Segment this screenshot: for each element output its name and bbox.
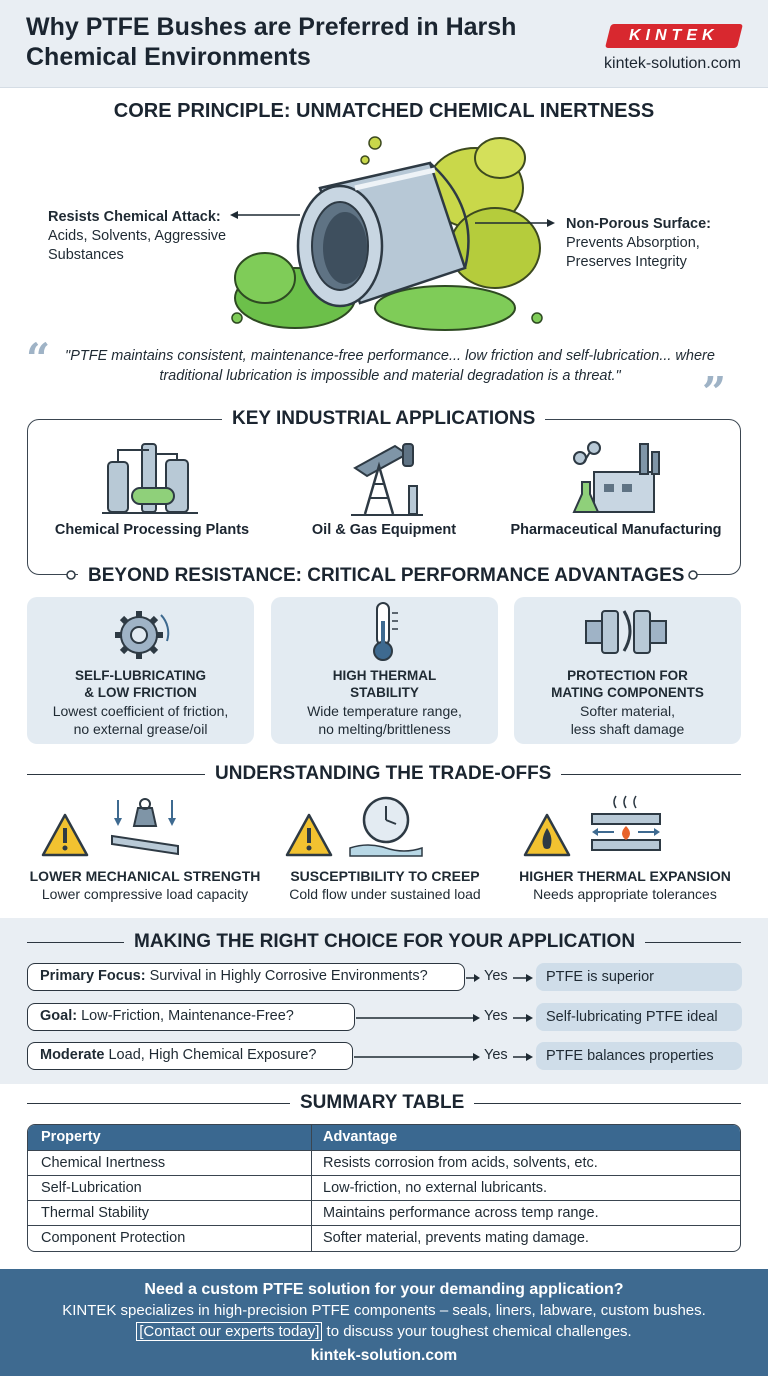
tradeoff1-desc: Lower compressive load capacity: [41, 886, 249, 902]
header-advantage: Advantage: [323, 1129, 398, 1145]
ptfe-bush-illustration: [225, 128, 545, 340]
advantage-card-protection: [514, 597, 741, 744]
footer-cta: [0, 1323, 768, 1340]
arrow-right-icon: [466, 973, 480, 983]
weight-load-icon: [108, 796, 182, 858]
choice2-answer: Self-lubricating PTFE ideal: [536, 1003, 742, 1031]
footer-site-link[interactable]: kintek-solution.com: [310, 1347, 458, 1364]
table-cell: Component Protection: [41, 1230, 186, 1246]
thermal-expansion-icon: [588, 794, 664, 860]
card2-title2: STABILITY: [350, 685, 419, 700]
callout-chemical-attack: [48, 208, 248, 265]
gear-icon: [109, 605, 173, 661]
tradeoff1-title: LOWER MECHANICAL STRENGTH: [29, 868, 261, 884]
choice-question-1: [27, 963, 465, 991]
callout-right-title: Non-Porous Surface:: [566, 216, 712, 232]
advantage-card-lubrication: [27, 597, 254, 744]
app-oil-gas: Oil & Gas Equipment: [311, 522, 457, 538]
choice3-yes: Yes: [484, 1047, 508, 1063]
q2-bold: Goal:: [40, 1008, 78, 1024]
core-principle-title: CORE PRINCIPLE: UNMATCHED CHEMICAL INERTNESS: [113, 100, 655, 122]
summary-table: [27, 1124, 741, 1252]
mating-components-icon: [584, 605, 672, 657]
warning-icon: [40, 812, 90, 858]
tradeoff3-title: HIGHER THERMAL EXPANSION: [519, 868, 731, 884]
oil-rig-icon: [345, 438, 425, 516]
q2-text: Low-Friction, Maintenance-Free?: [77, 1008, 294, 1024]
card2-desc2: no melting/brittleness: [318, 721, 451, 737]
bullet-dot-right: [688, 570, 698, 580]
bullet-dot-left: [66, 570, 76, 580]
table-row: [28, 1200, 740, 1225]
card1-title2: & LOW FRICTION: [84, 685, 197, 700]
table-cell: Resists corrosion from acids, solvents, etc.: [323, 1155, 598, 1171]
table-header: [28, 1125, 740, 1150]
choice2-yes: Yes: [484, 1008, 508, 1024]
tradeoffs-title: UNDERSTANDING THE TRADE-OFFS: [205, 763, 561, 785]
table-cell: Softer material, prevents mating damage.: [323, 1230, 589, 1246]
q1-text: Survival in Highly Corrosive Environments?: [145, 968, 428, 984]
header: [0, 0, 768, 88]
table-column-divider: [311, 1125, 312, 1251]
arrow-right-icon: [513, 1013, 533, 1023]
header-site-link[interactable]: kintek-solution.com: [604, 55, 741, 72]
app-chemical-processing: Chemical Processing Plants: [54, 522, 250, 538]
thermometer-icon: [367, 601, 403, 663]
contact-experts-link[interactable]: [Contact our experts today]: [136, 1322, 322, 1341]
card1-desc2: no external grease/oil: [73, 721, 208, 737]
applications-title: KEY INDUSTRIAL APPLICATIONS: [222, 408, 545, 430]
table-row: [28, 1175, 740, 1200]
footer: [0, 1269, 768, 1376]
footer-description: KINTEK specializes in high-precision PTFE components – seals, liners, labware, custom bushes.: [62, 1302, 706, 1319]
table-cell: Self-Lubrication: [41, 1180, 142, 1196]
q3-text: Load, High Chemical Exposure?: [104, 1047, 317, 1063]
quote-text: "PTFE maintains consistent, maintenance-free performance... low friction and self-lubrication... where traditional lubrication is impossible and material degradation is a threat.": [65, 348, 715, 384]
choice1-yes: Yes: [484, 968, 508, 984]
card2-title1: HIGH THERMAL: [332, 668, 437, 683]
advantage-card-thermal: [271, 597, 498, 744]
choice-question-2: [27, 1003, 355, 1031]
footer-headline: Need a custom PTFE solution for your demanding application?: [144, 1281, 624, 1298]
app-pharmaceutical: Pharmaceutical Manufacturing: [510, 522, 722, 538]
table-row: [28, 1225, 740, 1250]
q1-bold: Primary Focus:: [40, 968, 146, 984]
card3-title1: PROTECTION FOR: [567, 668, 688, 683]
tradeoff2-title: SUSCEPTIBILITY TO CREEP: [290, 868, 480, 884]
callout-left-title: Resists Chemical Attack:: [48, 209, 221, 225]
header-property: Property: [41, 1129, 101, 1145]
callout-left-text: Acids, Solvents, Aggressive Substances: [48, 228, 227, 263]
card3-desc1: Softer material,: [580, 703, 675, 719]
arrow-right-icon: [513, 973, 533, 983]
choice-title: MAKING THE RIGHT CHOICE FOR YOUR APPLICATION: [124, 931, 645, 953]
card3-desc2: less shaft damage: [570, 721, 685, 737]
choice-question-3: [27, 1042, 353, 1070]
pharma-factory-icon: [570, 438, 666, 516]
choice3-answer: PTFE balances properties: [536, 1042, 742, 1070]
open-quote-icon: “: [26, 334, 51, 383]
arrow-right-icon: [354, 1052, 480, 1062]
card1-desc1: Lowest coefficient of friction,: [52, 703, 229, 719]
arrow-right-icon: [513, 1052, 533, 1062]
table-cell: Low-friction, no external lubricants.: [323, 1180, 548, 1196]
tradeoff3-desc: Needs appropriate tolerances: [533, 886, 717, 902]
warning-flame-icon: [522, 812, 572, 858]
kintek-logo[interactable]: [605, 24, 743, 48]
card3-title2: MATING COMPONENTS: [551, 685, 704, 700]
summary-title: SUMMARY TABLE: [290, 1092, 474, 1114]
advantages-title: BEYOND RESISTANCE: CRITICAL PERFORMANCE ADVANTAGES: [78, 565, 694, 587]
card2-desc1: Wide temperature range,: [307, 703, 462, 719]
q3-bold: Moderate: [40, 1047, 105, 1063]
callout-right-text: Prevents Absorption, Preserves Integrity: [566, 235, 700, 270]
clock-creep-icon: [348, 794, 424, 860]
table-cell: Maintains performance across temp range.: [323, 1205, 599, 1221]
table-row: [28, 1150, 740, 1175]
card1-title1: SELF-LUBRICATING: [75, 668, 206, 683]
footer-cta-rest: to discuss your toughest chemical challenges.: [322, 1323, 632, 1340]
callout-non-porous: [566, 215, 736, 272]
table-cell: Thermal Stability: [41, 1205, 149, 1221]
close-quote-icon: ”: [702, 368, 727, 417]
choice1-answer: PTFE is superior: [536, 963, 742, 991]
right-arrow-icon: [475, 218, 555, 228]
warning-icon: [284, 812, 334, 858]
table-cell: Chemical Inertness: [41, 1155, 166, 1171]
page-title: Why PTFE Bushes are Preferred in Harsh Chemical Environments: [26, 13, 517, 71]
arrow-right-icon: [356, 1013, 480, 1023]
tradeoff2-desc: Cold flow under sustained load: [289, 886, 481, 902]
chemical-plant-icon: [102, 440, 198, 516]
logo-text: KINTEK: [629, 27, 719, 44]
